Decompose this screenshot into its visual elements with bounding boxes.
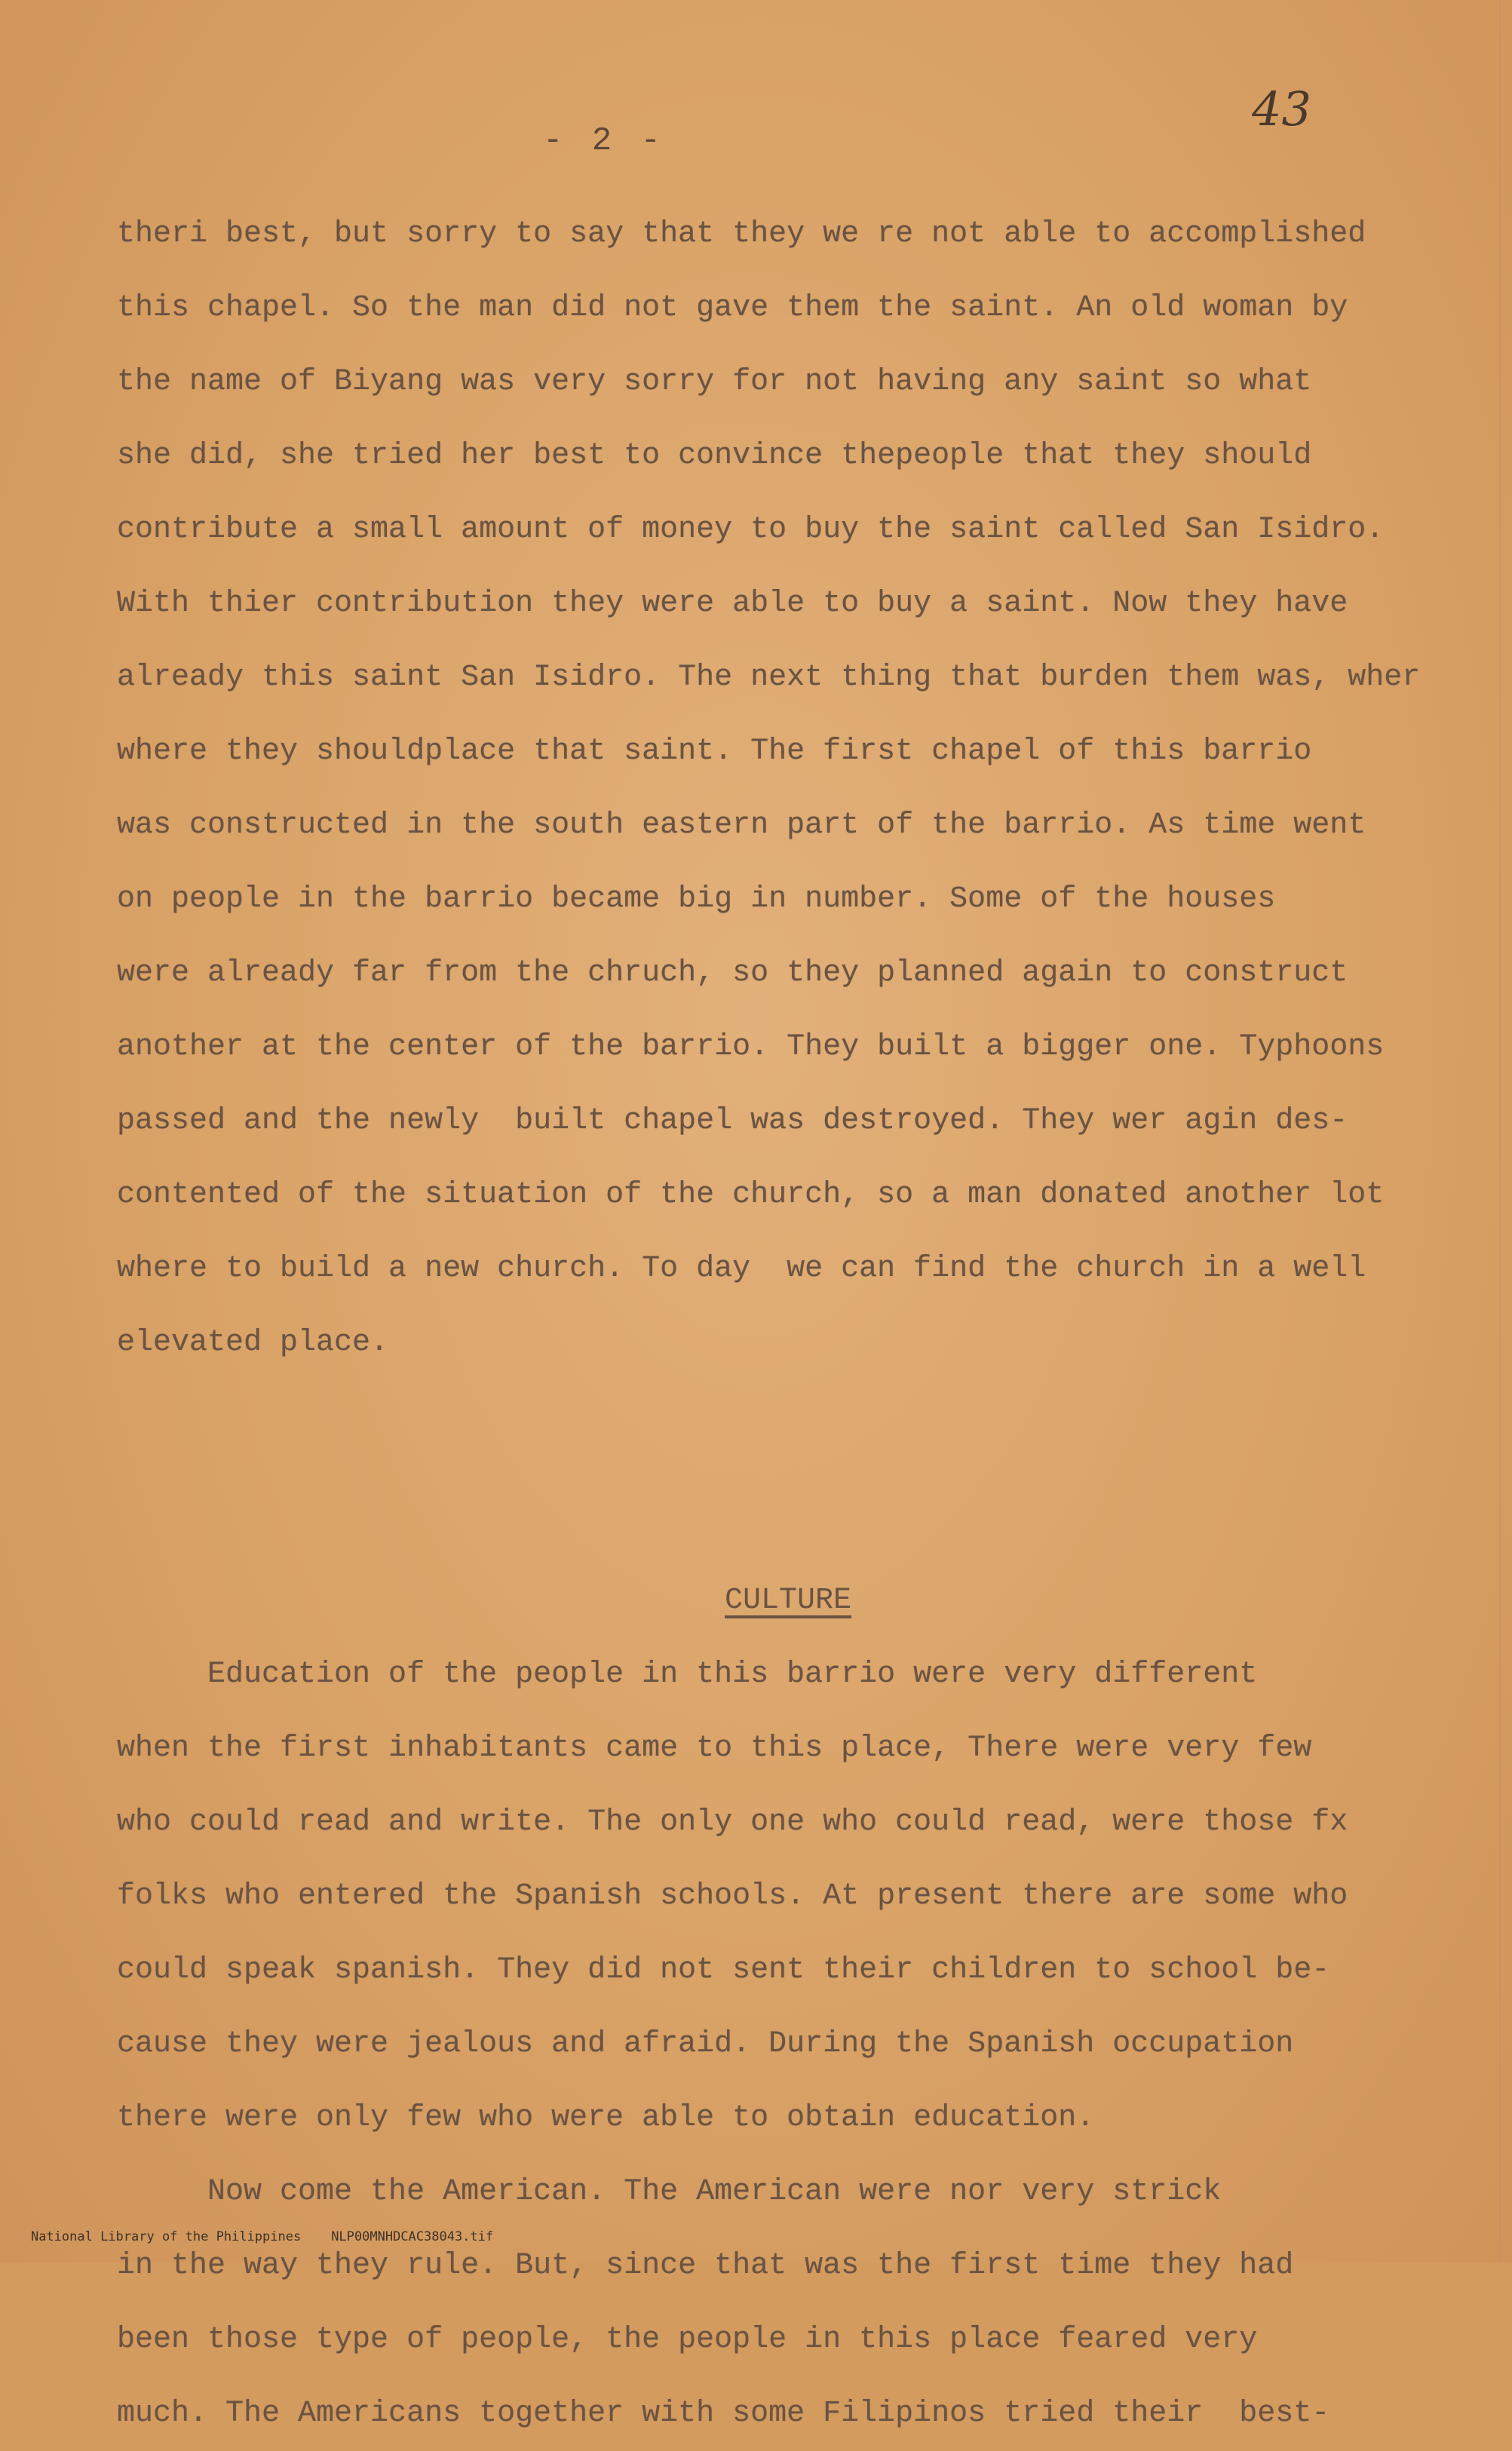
text-line: this chapel. So the man did not gave them the saint. An old woman by bbox=[117, 291, 1348, 325]
text-line: were already far from the chruch, so they planned again to construct bbox=[117, 956, 1348, 990]
text-line: folks who entered the Spanish schools. At present there are some who bbox=[117, 1879, 1348, 1913]
text-line: Now come the American. The American were nor very strick bbox=[117, 2175, 1222, 2209]
text-line: in the way they rule. But, since that was the first time they had bbox=[117, 2249, 1294, 2283]
text-line: contented of the situation of the church, so a man donated another lot bbox=[117, 1178, 1385, 1212]
text-line: the name of Biyang was very sorry for not having any saint so what bbox=[117, 365, 1312, 399]
text-line: theri best, but sorry to say that they we re not able to accomplished bbox=[117, 217, 1366, 251]
text-line: when the first inhabitants came to this place, There were very few bbox=[117, 1732, 1312, 1765]
page-number: - 2 - bbox=[543, 122, 666, 160]
text-line: been those type of people, the people in this place feared very bbox=[117, 2323, 1258, 2357]
margin-rule bbox=[1499, 0, 1501, 2262]
library-credit: National Library of the Philippines bbox=[30, 2229, 302, 2244]
text-line: passed and the newly built chapel was destroyed. They wer agin des- bbox=[117, 1104, 1348, 1138]
footer bbox=[0, 2214, 1512, 2259]
text-line: already this saint San Isidro. The next thing that burden them was, wher bbox=[117, 661, 1421, 695]
text-line: Education of the people in this barrio were very different bbox=[117, 1658, 1258, 1692]
text-line: on people in the barrio became big in number. Some of the houses bbox=[117, 882, 1276, 916]
text-line: who could read and write. The only one who could read, were those fx bbox=[117, 1805, 1348, 1839]
text-line: where to build a new church. To day we can find the church in a well bbox=[117, 1252, 1366, 1286]
text-line: elevated place. bbox=[117, 1326, 389, 1360]
text-line: another at the center of the barrio. They built a bigger one. Typhoons bbox=[117, 1030, 1385, 1064]
section-heading bbox=[117, 1564, 1459, 1638]
text-line: she did, she tried her best to convince thepeople that they should bbox=[117, 439, 1312, 473]
text-line: where they shouldplace that saint. The first chapel of this barrio bbox=[117, 735, 1312, 768]
file-id: NLP00MNHDCAC38043.tif bbox=[331, 2229, 494, 2244]
section-heading-text: CULTURE bbox=[724, 1584, 852, 1618]
archive-number: 43 bbox=[1252, 81, 1311, 137]
text-line: much. The Americans together with some Filipinos tried their best- bbox=[117, 2397, 1330, 2431]
text-line: there were only few who were able to obtain education. bbox=[117, 2101, 1095, 2135]
text-line: With thier contribution they were able to buy a saint. Now they have bbox=[117, 587, 1348, 621]
text-line: cause they were jealous and afraid. During the Spanish occupation bbox=[117, 2027, 1294, 2061]
text-line: could speak spanish. They did not sent their children to school be- bbox=[117, 1953, 1330, 1987]
culture-section bbox=[117, 1638, 1459, 2451]
text-line: contribute a small amount of money to buy the saint called San Isidro. bbox=[117, 513, 1385, 547]
text-line: was constructed in the south eastern part of the barrio. As time went bbox=[117, 808, 1366, 842]
